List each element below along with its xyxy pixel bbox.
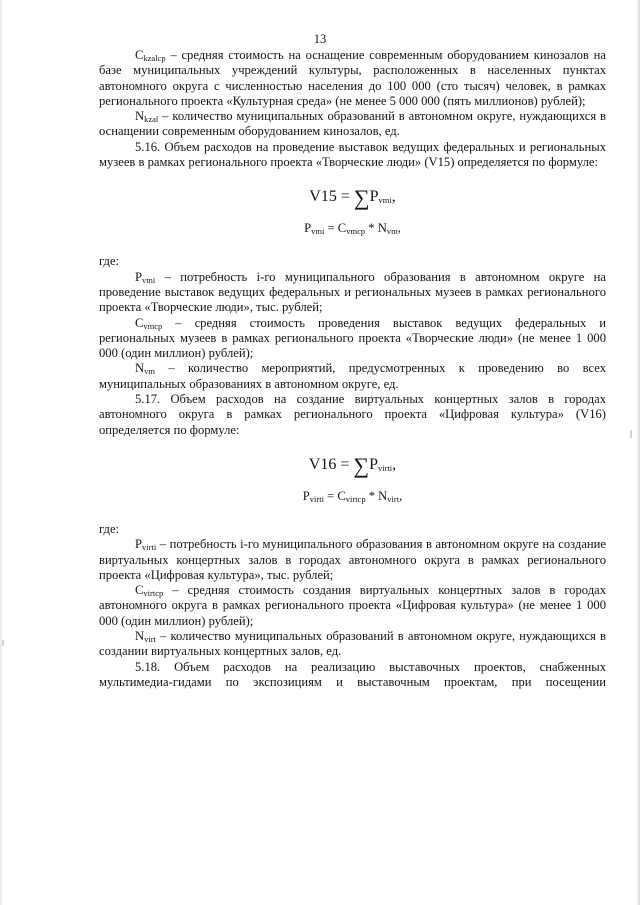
formula-v16: $V16 = \sum P_{virti}$, — [308, 452, 397, 478]
scan-edge-right — [636, 0, 640, 905]
symbol-subscript: virtcp — [143, 588, 164, 599]
document-body — [99, 48, 606, 690]
symbol-subscript: vm — [144, 366, 155, 377]
definition-nvirt — [99, 629, 606, 660]
definition-cvirtcp — [99, 583, 606, 629]
definition-text: – потребность i-го муниципального образования в автономном округе на проведение выставок ведущих федеральных и региональных музеев в рамках регионального проекта «Творческие люди», тыс. рублей; — [99, 269, 606, 315]
symbol-subscript: virt — [144, 634, 156, 645]
definition-text: – средняя стоимость на оснащение современным оборудованием кинозалов на базе муниципальных учреждений культуры, расположенных в населенных пунктах автономного округа с численностью населения до 100 000 (сто тысяч) человек, в рамках регионального проекта «Культурная среда» (не менее 5 000 000 (пять миллионов) рублей); — [99, 48, 606, 108]
symbol: P — [135, 269, 143, 284]
symbol-subscript: vmcp — [143, 320, 163, 331]
section-5-17: 5.17. Объем расходов на создание виртуальных концертных залов в городах автономного округа в рамках регионального проекта «Цифровая культура» (V16) определяется по формуле: — [99, 392, 606, 437]
definition-text: – средняя стоимость создания виртуальных концертных залов в городах автономного округа в рамках регионального проекта «Цифровая культура» (не менее 1 000 000 (один миллион) рублей); — [99, 583, 606, 628]
symbol-subscript: vmi — [142, 274, 156, 285]
symbol: C — [135, 583, 144, 598]
symbol: C — [135, 48, 144, 62]
symbol: C — [135, 315, 144, 330]
definition-nvm — [99, 361, 606, 392]
symbol-subscript: kzalcp — [143, 53, 166, 63]
where-label: где: — [99, 521, 120, 536]
definition-text: – количество муниципальных образований в автономном округе, нуждающихся в создании виртуальных концертных залов, ед. — [99, 629, 606, 659]
definition-ckzal — [99, 48, 606, 109]
definition-cvmcp — [99, 316, 606, 362]
scan-edge-left — [0, 0, 3, 905]
symbol: N — [135, 109, 145, 124]
definition-text: – количество мероприятий, предусмотренных к проведению во всех муниципальных образованиях в автономном округе, ед. — [99, 361, 606, 391]
page-number: 13 — [313, 32, 327, 46]
symbol-subscript: kzal — [144, 114, 159, 125]
formula-pvirti: $P_{virti} = C_{virtcp} * N_{virt}$, — [302, 488, 403, 504]
definition-text: – средняя стоимость проведения выставок ведущих федеральных и региональных музеев в рамках регионального проекта «Творческие люди» (не менее 1 000 000 (один миллион) рублей); — [99, 315, 606, 361]
definition-pvmi — [99, 270, 606, 316]
symbol-subscript: virti — [142, 542, 157, 553]
definition-text: – количество муниципальных образований в автономном округе, нуждающихся в оснащении современным оборудованием кинозалов, ед. — [99, 109, 606, 139]
where-label: где: — [99, 254, 120, 269]
scan-speck — [2, 640, 4, 646]
definition-nkzal — [99, 109, 606, 140]
definition-pvirti — [99, 537, 606, 583]
section-5-18: 5.18. Объем расходов на реализацию выставочных проектов, снабженных мультимедиа-гидами по экспозициям и выставочным проектам, при посещении — [99, 659, 606, 689]
sum-symbol: ∑ — [353, 185, 370, 211]
symbol: N — [135, 361, 145, 376]
symbol: N — [135, 629, 145, 644]
scan-speck — [630, 430, 632, 438]
definition-text: – потребность i-го муниципального образования в автономном округе на создание виртуальных концертных залов в городах автономного округа в рамках регионального проекта «Цифровая культура», тыс. рублей; — [99, 537, 606, 582]
sum-symbol: ∑ — [353, 452, 370, 478]
formula-v15: $V15 = \sum P_{vmi}$, — [309, 185, 396, 211]
formula-pvmi: $P_{vmi} = C_{vmcp} * N_{vm}$, — [304, 221, 401, 237]
symbol: P — [135, 537, 143, 552]
section-5-16: 5.16. Объем расходов на проведение выставок ведущих федеральных и региональных музеев в рамках регионального проекта «Творческие люди» (V15) определяется по формуле: — [99, 139, 606, 170]
